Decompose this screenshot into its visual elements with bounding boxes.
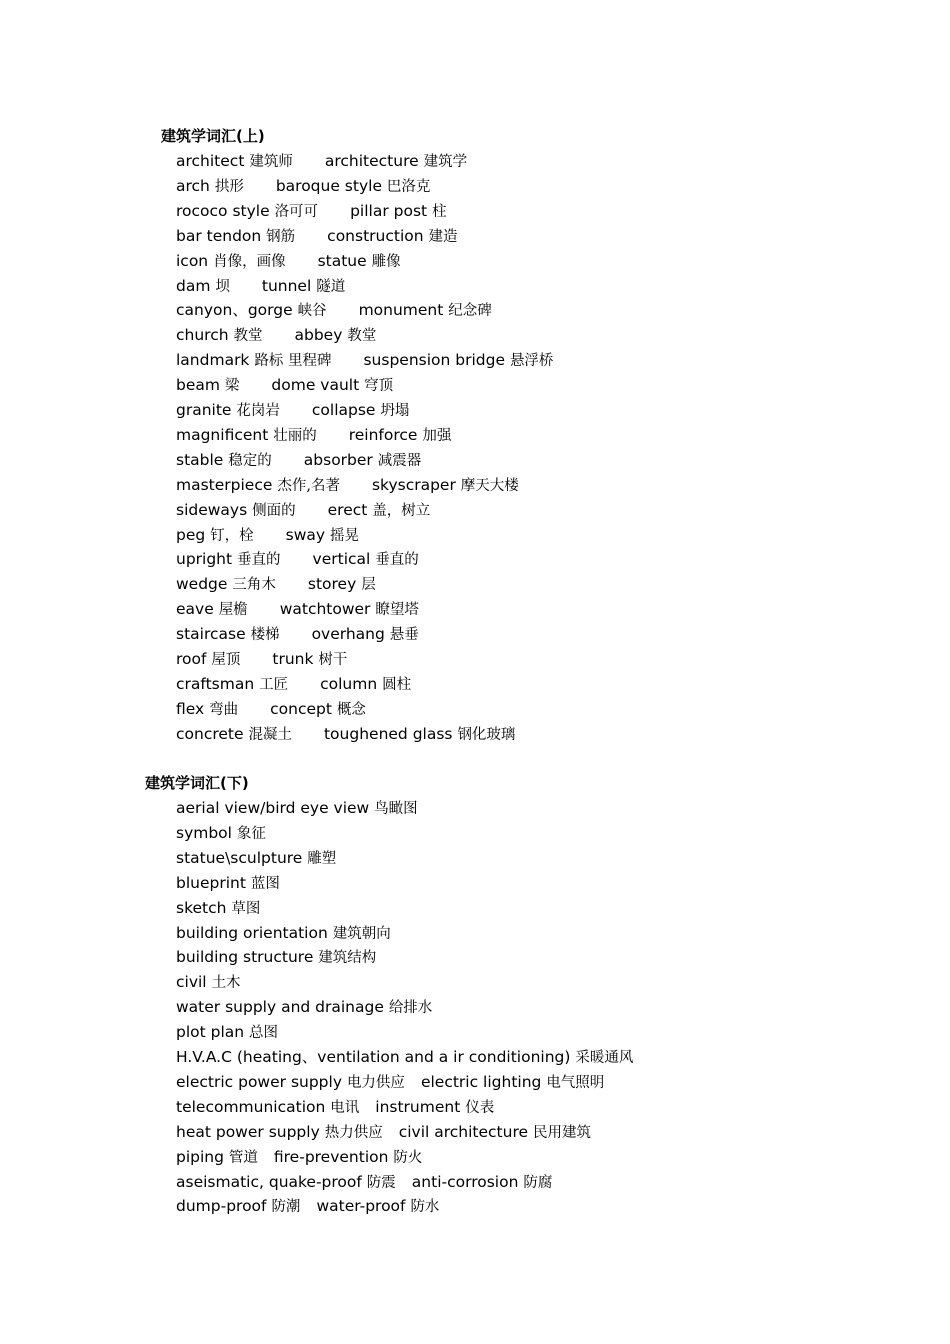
term-chinese: 电力供应 [346,1074,405,1091]
term-chinese: 垂直的 [237,552,281,569]
term-chinese: 柱 [432,203,447,220]
upper-vocab-row [176,574,376,595]
term-chinese: 民用建筑 [532,1124,591,1141]
lower-vocab-row [176,898,260,919]
upper-vocab-row [176,176,430,197]
term-english: electric lighting [420,1072,542,1091]
term-chinese: 建筑师 [249,154,293,170]
term-chinese: 摩天大楼 [460,477,519,494]
upper-vocab-row [176,425,451,446]
upper-vocab-row [176,151,467,172]
term-chinese: 建筑学 [423,154,468,170]
term-chinese: 悬垂 [389,627,419,644]
term-english: sketch [176,898,227,917]
term-english: pillar post [350,201,428,220]
upper-vocab-row [176,201,447,222]
term-chinese: 盖，树立 [372,502,431,519]
term-english: sway [285,525,326,544]
term-english: peg [176,525,206,544]
term-chinese: 总图 [249,1025,279,1042]
term-chinese: 建筑结构 [318,950,377,967]
term-english: dome vault [271,376,360,395]
upper-vocab-row [176,400,409,421]
term-english: architect [176,152,245,170]
term-chinese: 弯曲 [209,701,239,718]
term-english: bar tendon [176,226,262,245]
lower-vocab-row [176,972,241,993]
term-english: monument [358,301,444,320]
term-english: trunk [272,650,314,668]
term-english: telecommunication [176,1097,326,1116]
term-chinese: 防腐 [523,1174,553,1191]
term-chinese: 象征 [236,825,266,842]
term-chinese: 穹顶 [364,378,394,395]
upper-vocab-row [176,649,347,670]
term-chinese: 工匠 [259,676,289,693]
term-english: absorber [303,450,373,469]
term-english: skyscraper [371,475,456,494]
term-chinese: 防震 [366,1174,396,1191]
term-english: dump-proof [176,1197,267,1216]
term-english: tunnel [261,276,312,295]
term-english: church [176,326,229,345]
upper-vocab-row [176,724,515,745]
term-chinese: 垂直的 [375,552,419,569]
term-english: toughened glass [323,724,453,743]
upper-vocab-row [176,226,458,247]
term-chinese: 楼梯 [250,627,280,644]
lower-vocab-row [176,873,280,894]
term-english: wedge [176,575,228,594]
term-chinese: 侧面的 [252,502,296,519]
upper-vocab-row [176,674,411,695]
upper-vocab-row [176,599,419,620]
term-english: piping [176,1147,224,1166]
term-chinese: 采暖通风 [575,1050,634,1066]
term-chinese: 屋檐 [218,602,248,619]
term-english: canyon、gorge [176,301,293,320]
term-chinese: 加强 [422,427,452,444]
term-english: magnificent [176,425,269,444]
term-chinese: 仪表 [465,1099,495,1116]
upper-vocab-row [176,300,492,321]
term-chinese: 管道 [228,1149,258,1166]
term-chinese: 树干 [318,652,348,668]
upper-vocab-row [176,475,519,496]
upper-vocab-row [176,699,366,720]
term-english: building structure [176,948,314,967]
term-english: watchtower [279,600,371,619]
term-english: sideways [176,500,248,519]
term-english: symbol [176,823,232,842]
lower-vocab-row [176,997,432,1018]
lower-vocab-row [176,1147,422,1168]
term-chinese: 土木 [211,975,241,992]
term-english: eave [176,600,214,619]
term-english: collapse [311,401,376,419]
lower-vocab-row [176,1072,604,1093]
term-chinese: 屋顶 [211,652,241,668]
term-english: craftsman [176,674,255,693]
lower-vocab-row [176,823,266,844]
term-english: beam [176,376,220,395]
term-english: statue [317,251,367,270]
term-english: staircase [176,625,246,644]
section-heading-lower: 建筑学词汇(下) [145,774,249,792]
upper-vocab-row [176,624,419,645]
term-chinese: 电讯 [330,1099,360,1116]
term-english: plot plan [176,1023,245,1042]
upper-vocab-row [176,251,401,272]
term-chinese: 摇晃 [330,527,360,544]
term-chinese: 建造 [428,228,458,245]
term-chinese: 钢筋 [266,228,296,245]
term-english: architecture [324,152,419,170]
term-english: civil [176,973,207,992]
term-chinese: 坝 [215,278,230,295]
term-english: construction [327,226,424,245]
term-chinese: 建筑朝向 [332,925,391,942]
term-english: reinforce [348,425,418,444]
lower-vocab-row [176,1122,591,1143]
term-english: statue\sculpture [176,848,303,867]
term-english: water-proof [316,1197,406,1216]
upper-vocab-row [176,500,430,521]
term-english: aerial view/bird eye view [176,799,370,817]
term-chinese: 瞭望塔 [375,602,419,619]
term-english: concept [270,699,332,718]
term-chinese: 峡谷 [297,303,327,320]
term-english: granite [176,401,232,419]
term-chinese: 教堂 [233,328,263,345]
lower-vocab-row [176,798,418,819]
term-chinese: 给排水 [388,1000,433,1017]
term-english: suspension bridge [363,351,505,370]
lower-vocab-row [176,923,391,944]
lower-vocab-row [176,1097,494,1118]
term-chinese: 防潮 [271,1199,301,1216]
term-chinese: 悬浮桥 [509,353,554,370]
term-chinese: 洛可可 [274,203,319,220]
term-chinese: 杰作,名著 [277,477,340,494]
lower-vocab-row [176,947,376,968]
term-chinese: 坍塌 [380,403,410,419]
lower-vocab-row [176,1022,278,1043]
upper-vocab-row [176,375,393,396]
term-chinese: 层 [361,577,376,594]
upper-vocab-row [176,450,421,471]
term-english: rococo style [176,201,270,220]
upper-vocab-row [176,549,419,570]
term-english: upright [176,550,233,569]
term-chinese: 防火 [393,1149,423,1166]
term-english: overhang [311,625,385,644]
term-chinese: 巴洛克 [386,178,431,195]
term-chinese: 草图 [231,900,261,917]
lower-vocab-row [176,1172,552,1193]
term-english: baroque style [275,176,382,195]
term-chinese: 混凝土 [248,726,292,743]
lower-vocab-row [176,848,336,869]
term-english: flex [176,699,205,718]
term-english: column [320,674,378,693]
term-english: anti-corrosion [411,1172,519,1191]
term-chinese: 概念 [336,701,366,718]
term-chinese: 鸟瞰图 [374,801,418,817]
term-english: dam [176,276,211,295]
term-chinese: 花岗岩 [236,403,280,419]
upper-vocab-row [176,325,376,346]
term-chinese: 三角木 [232,577,276,594]
term-english: roof [176,650,207,668]
term-english: landmark [176,351,250,370]
term-english: erect [327,500,368,519]
term-chinese: 防水 [410,1199,440,1216]
term-english: stable [176,450,224,469]
lower-vocab-row [176,1196,439,1217]
term-chinese: 热力供应 [324,1124,383,1141]
upper-vocab-row [176,350,553,371]
term-english: blueprint [176,873,246,892]
term-chinese: 壮丽的 [273,427,317,444]
term-english: H.V.A.C (heating、ventilation and a ir conditioning) [176,1048,571,1066]
term-english: fire-prevention [273,1147,389,1166]
term-chinese: 钢化玻璃 [457,726,516,743]
term-chinese: 蓝图 [250,875,280,892]
term-english: water supply and drainage [176,998,384,1017]
term-chinese: 梁 [224,378,240,395]
term-chinese: 减震器 [377,452,422,469]
term-english: icon [176,251,209,270]
term-chinese: 路标 里程碑 [254,353,332,370]
section-heading-upper: 建筑学词汇(上) [161,127,265,145]
upper-vocab-row [176,525,359,546]
term-chinese: 圆柱 [382,676,412,693]
term-english: concrete [176,724,244,743]
term-english: building orientation [176,923,328,942]
term-chinese: 雕塑 [307,850,337,867]
term-english: vertical [312,550,371,569]
term-chinese: 拱形 [214,178,244,195]
term-english: heat power supply [176,1122,320,1141]
term-chinese: 隧道 [316,278,346,295]
upper-vocab-row [176,276,345,297]
term-english: civil architecture [398,1122,529,1141]
term-chinese: 电气照明 [546,1074,605,1091]
lower-vocab-row [176,1047,633,1068]
term-english: storey [307,575,357,594]
term-chinese: 稳定的 [228,452,272,469]
term-chinese: 雕像 [371,253,401,270]
term-chinese: 教堂 [347,328,377,345]
term-chinese: 钉，栓 [210,527,254,544]
term-english: aseismatic, quake-proof [176,1172,362,1191]
term-english: electric power supply [176,1072,342,1091]
term-english: instrument [375,1097,461,1116]
term-chinese: 肖像，画像 [213,253,286,270]
term-english: masterpiece [176,475,273,494]
term-english: abbey [294,326,343,345]
term-chinese: 纪念碑 [448,303,492,320]
term-english: arch [176,176,210,195]
